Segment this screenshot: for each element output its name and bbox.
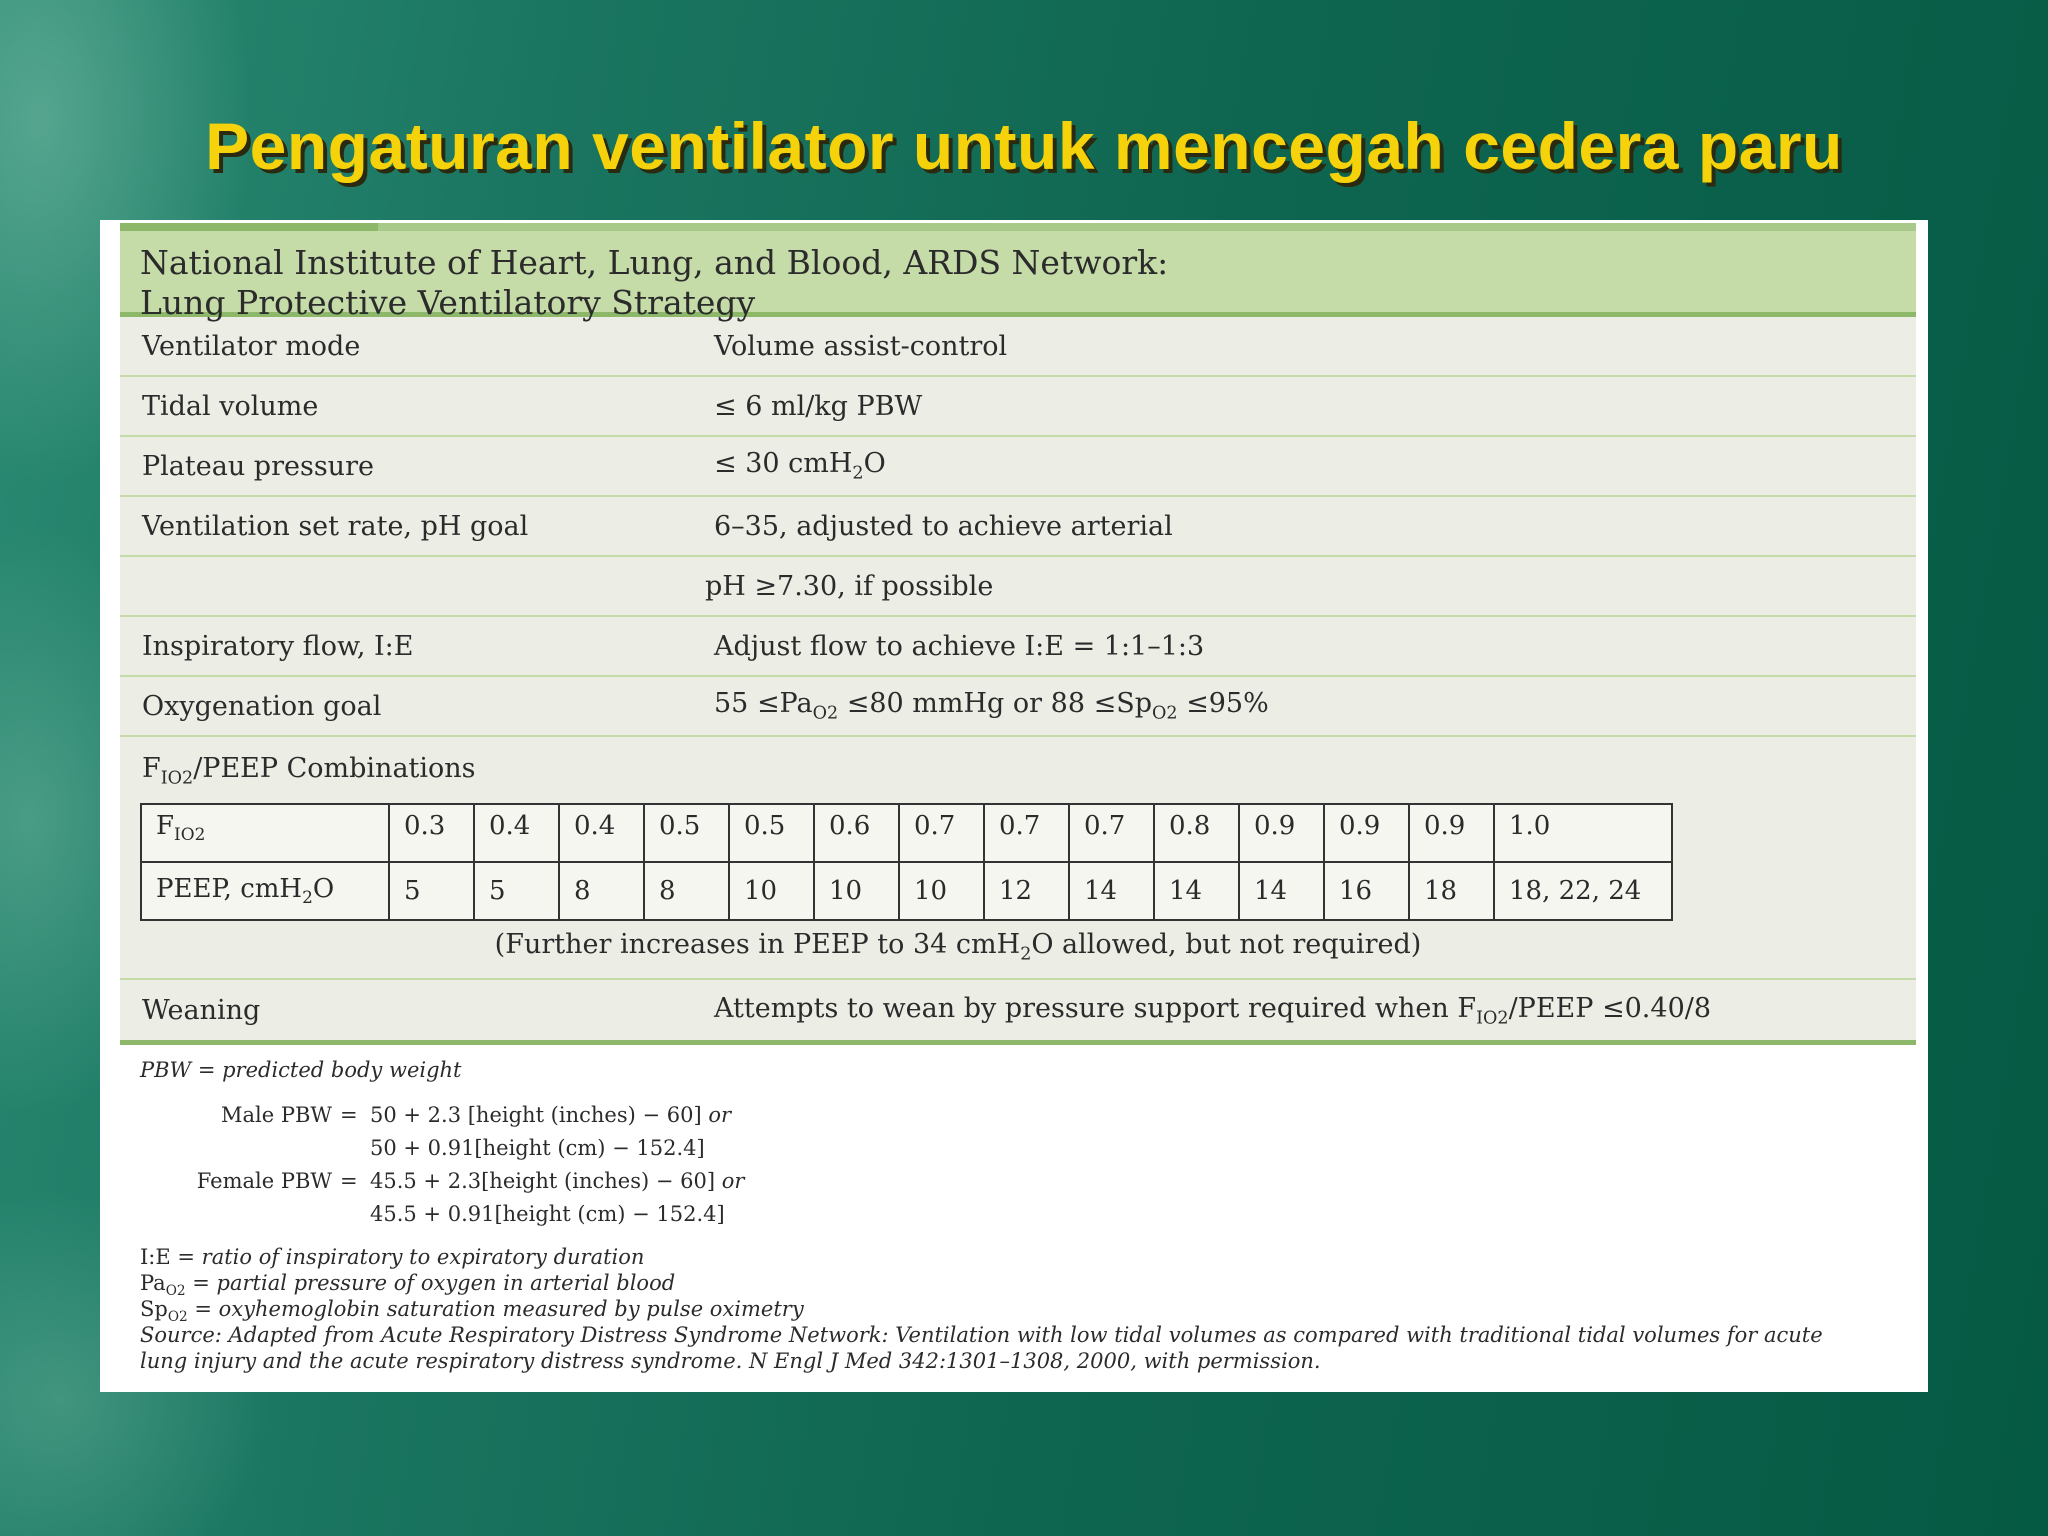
table-row: [120, 317, 1916, 377]
table-bottom-rule: [120, 1040, 1916, 1045]
fio-cell: 0.4: [559, 804, 644, 862]
row-value: Adjust flow to achieve I:E = 1:1–1:3: [714, 630, 1205, 662]
peep-row: [141, 862, 1672, 920]
peep-cell: 10: [814, 862, 899, 920]
table-panel: [100, 220, 1928, 1392]
row-label: Tidal volume: [142, 390, 319, 422]
row-label: Plateau pressure: [142, 450, 374, 482]
peep-cell: 5: [474, 862, 559, 920]
source-line-2: lung injury and the acute respiratory distress syndrome. N Engl J Med 342:1301–1308, 2000, with permission.: [140, 1349, 1321, 1373]
fio-peep-grid: [140, 803, 1673, 921]
fio-cell: 0.9: [1324, 804, 1409, 862]
table-row: [120, 557, 1916, 617]
table-row: [120, 617, 1916, 677]
peep-cell: 10: [729, 862, 814, 920]
row-label: Weaning: [142, 994, 261, 1026]
male-pbw-formula-alt: 50 + 0.91[height (cm) − 152.4]: [370, 1135, 705, 1160]
peep-cell: 14: [1069, 862, 1154, 920]
fio-peep-title: $F_{IO2}$/PEEP Combinations: [142, 753, 476, 789]
peep-cell: 16: [1324, 862, 1409, 920]
table-title-line2: Lung Protective Ventilatory Strategy: [140, 283, 756, 322]
fio-cell: 0.5: [644, 804, 729, 862]
row-value: pH ≥7.30, if possible: [705, 570, 994, 602]
fio-cell: 0.7: [984, 804, 1069, 862]
footnotes: [140, 1058, 1900, 1374]
row-value: Volume assist-control: [714, 330, 1008, 362]
fio-cell: 0.9: [1409, 804, 1494, 862]
row-value: ≤ 30 cmH$_2$O: [714, 448, 886, 484]
fio-cell: 0.6: [814, 804, 899, 862]
table-row-weaning: [120, 980, 1916, 1040]
peep-cell: 8: [559, 862, 644, 920]
fio-cell: 0.8: [1154, 804, 1239, 862]
fio-label: $F_{IO2}$: [141, 804, 389, 862]
peep-cell: 14: [1239, 862, 1324, 920]
fio-peep-note: (Further increases in PEEP to 34 cmH$_2$O allowed, but not required): [494, 929, 1422, 965]
panel-top-accent: [120, 223, 378, 231]
row-value: 6–35, adjusted to achieve arterial: [714, 510, 1173, 542]
peep-cell: 18, 22, 24: [1494, 862, 1672, 920]
slide-title: Pengaturan ventilator untuk mencegah cedera paru: [205, 109, 1843, 183]
peep-cell: 18: [1409, 862, 1494, 920]
table-row: [120, 497, 1916, 557]
row-label: Ventilator mode: [142, 330, 361, 362]
ards-table: [120, 231, 1916, 1045]
fio-cell: 0.7: [899, 804, 984, 862]
peep-cell: 10: [899, 862, 984, 920]
table-header: [120, 231, 1916, 322]
row-label: Ventilation set rate, pH goal: [142, 510, 529, 542]
row-label: Inspiratory flow, I:E: [142, 630, 414, 662]
fio-peep-section: [120, 737, 1916, 980]
fio-cell: 0.4: [474, 804, 559, 862]
pao2-definition: $Pa_{O2}$ = partial pressure of oxygen in arterial blood: [140, 1271, 676, 1300]
table-row: [120, 437, 1916, 497]
row-value: $55 \le Pa_{O2} \le 80$ mmHg or $88 \le Sp_{O2} \le 95\%$: [714, 688, 1269, 724]
fio-cell: 1.0: [1494, 804, 1672, 862]
spo2-definition: $Sp_{O2}$ = oxyhemoglobin saturation measured by pulse oximetry: [140, 1297, 804, 1326]
peep-cell: 8: [644, 862, 729, 920]
panel-top-bar: [120, 223, 1916, 231]
female-pbw-formula-alt: 45.5 + 0.91[height (cm) − 152.4]: [370, 1201, 725, 1226]
fio-row: [141, 804, 1672, 862]
fio-cell: 0.9: [1239, 804, 1324, 862]
ie-definition: I:E = ratio of inspiratory to expiratory duration: [140, 1245, 645, 1269]
peep-cell: 12: [984, 862, 1069, 920]
table-row: [120, 677, 1916, 737]
row-value: Attempts to wean by pressure support required when $F_{IO2}$/PEEP ≤0.40/8: [714, 992, 1712, 1029]
pbw-definition: PBW = predicted body weight: [140, 1058, 462, 1082]
female-pbw-formula: Female PBW = 45.5 + 2.3[height (inches) − 60] or: [196, 1168, 745, 1193]
male-pbw-formula: Male PBW = 50 + 2.3 [height (inches) − 60] or: [221, 1102, 732, 1127]
source-line-1: Source: Adapted from Acute Respiratory Distress Syndrome Network: Ventilation with low tidal volumes as compared with traditional tidal volumes for acute: [140, 1323, 1823, 1347]
row-value: ≤ 6 ml/kg PBW: [714, 390, 923, 422]
fio-cell: 0.7: [1069, 804, 1154, 862]
table-row: [120, 377, 1916, 437]
fio-cell: 0.5: [729, 804, 814, 862]
peep-cell: 5: [389, 862, 474, 920]
row-label: Oxygenation goal: [142, 690, 382, 722]
table-title-line1: National Institute of Heart, Lung, and Blood, ARDS Network:: [140, 243, 1169, 282]
peep-cell: 14: [1154, 862, 1239, 920]
fio-cell: 0.3: [389, 804, 474, 862]
peep-label: PEEP, cmH$_2$O: [141, 862, 389, 920]
